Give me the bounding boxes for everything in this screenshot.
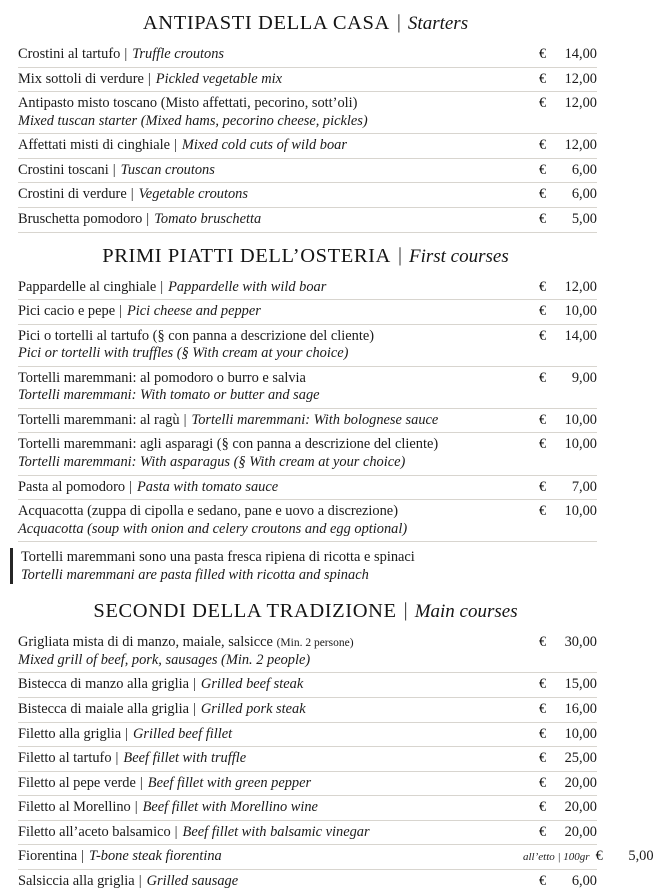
- menu-item-line-en: [18, 521, 513, 539]
- section-title: SECONDI DELLA TRADIZIONE: [93, 600, 397, 623]
- menu-item-price: [523, 503, 597, 520]
- menu-item-name-en: Grilled sausage: [146, 872, 239, 889]
- menu-item: [18, 208, 597, 233]
- menu-item-line: [18, 186, 513, 204]
- menu-item: [18, 409, 597, 434]
- currency-symbol: €: [539, 725, 547, 742]
- menu-item-price: [523, 726, 597, 743]
- currency-symbol: €: [539, 436, 547, 453]
- menu-item-price: [523, 71, 597, 88]
- menu-item-divider: |: [139, 774, 143, 791]
- menu-item-divider: |: [115, 750, 119, 767]
- menu-item-divider: |: [174, 137, 177, 154]
- menu-item-name-en: Beef fillet with Morellino wine: [142, 799, 318, 816]
- menu-item-price: [523, 95, 597, 112]
- section-header: [0, 588, 611, 631]
- menu-item-note-it: (Min. 2 persone): [276, 637, 354, 650]
- currency-symbol: €: [539, 823, 547, 840]
- menu-item-texts: [18, 370, 523, 405]
- menu-item-name-en: Tuscan croutons: [120, 161, 215, 178]
- menu-item-line: [18, 137, 513, 155]
- section-note: [10, 548, 601, 584]
- menu-item-name-it: Filetto al Morellino: [18, 799, 131, 816]
- section-title-separator: |: [403, 599, 408, 622]
- menu-item-price: [523, 848, 654, 865]
- menu-item-texts: [18, 162, 523, 180]
- menu-item-divider: |: [81, 848, 85, 865]
- price-unit-note: all’etto | 100gr: [523, 851, 590, 864]
- menu-item: [18, 747, 597, 772]
- price-amount: 5,00: [628, 848, 654, 865]
- menu-item: [18, 845, 654, 870]
- price-amount: 6,00: [571, 161, 597, 178]
- menu-item-texts: [18, 211, 523, 229]
- menu-item-line: [18, 303, 513, 321]
- menu-items-list: [0, 631, 654, 893]
- menu-item-price: [523, 799, 597, 816]
- menu-item-name-it: Bistecca di maiale alla griglia: [18, 700, 190, 717]
- menu-item-texts: [18, 726, 523, 744]
- price-amount: 10,00: [564, 725, 597, 742]
- menu-item-divider: |: [160, 278, 164, 295]
- menu-item-price: [523, 634, 597, 651]
- currency-symbol: €: [539, 210, 547, 227]
- menu-item-line: [18, 848, 513, 866]
- menu-item-name-en: Truffle croutons: [132, 46, 225, 62]
- menu-item-name-en: Pici cheese and pepper: [126, 303, 261, 320]
- menu-item-line: [18, 750, 513, 768]
- menu-item-price: [523, 211, 597, 228]
- section-note-it: Tortelli maremmani sono una pasta fresca ripiena di ricotta e spinaci: [21, 549, 415, 566]
- menu-item-divider: |: [119, 303, 122, 320]
- price-amount: 7,00: [571, 478, 597, 495]
- menu-item-name-it: Filetto al pepe verde: [18, 774, 136, 791]
- menu-item-divider: |: [138, 872, 142, 889]
- menu-item-price: [523, 46, 597, 63]
- currency-symbol: €: [539, 503, 547, 520]
- menu-item-name-en: Mixed grill of beef, pork, sausages (Min. 2 people): [18, 651, 311, 668]
- menu-item: [18, 673, 597, 698]
- menu-item-line-it: [18, 370, 513, 388]
- currency-symbol: €: [539, 799, 547, 816]
- menu-item-name-it: Crostini di verdure: [18, 186, 127, 203]
- price-amount: 20,00: [564, 774, 597, 791]
- section-title-separator: |: [396, 11, 401, 33]
- menu-item: [18, 276, 597, 301]
- menu-item-line-en: [18, 387, 513, 405]
- menu-item-name-it: Grigliata mista di di manzo, maiale, salsicce: [18, 634, 273, 651]
- currency-symbol: €: [539, 700, 547, 717]
- section-subtitle: First courses: [408, 245, 509, 267]
- menu-item-line: [18, 701, 513, 719]
- menu-item-price: [523, 824, 597, 841]
- price-amount: 25,00: [564, 750, 597, 767]
- menu-item-line: [18, 676, 513, 694]
- menu-item: [18, 631, 597, 673]
- menu-item-divider: |: [174, 823, 178, 840]
- menu-item-price: [523, 750, 597, 767]
- price-amount: 10,00: [564, 411, 597, 428]
- menu-item-line-en: [18, 454, 513, 472]
- menu-item-name-en: Vegetable croutons: [138, 186, 248, 203]
- section-subtitle: Main courses: [414, 601, 518, 623]
- menu-item-price: [523, 162, 597, 179]
- menu-items-list: [0, 276, 611, 543]
- price-amount: 16,00: [564, 700, 597, 717]
- menu-item-price: [523, 303, 597, 320]
- menu-item-name-en: Beef fillet with truffle: [123, 750, 247, 767]
- menu-item-divider: |: [124, 46, 128, 62]
- menu-item: [18, 433, 597, 475]
- menu-item-name-en: Tortelli maremmani: With asparagus (§ With cream at your choice): [18, 454, 406, 470]
- menu-item-name-en: Pici or tortelli with truffles (§ With cream at your choice): [18, 345, 349, 362]
- menu-item-divider: |: [112, 161, 116, 178]
- menu-item: [18, 476, 597, 501]
- currency-symbol: €: [539, 411, 547, 428]
- menu-item-name-it: Mix sottoli di verdure: [18, 70, 144, 87]
- menu-item-name-it: Pasta al pomodoro: [18, 478, 126, 495]
- menu-item-name-en: Tomato bruschetta: [154, 210, 262, 227]
- menu-item-line: [18, 46, 513, 64]
- currency-symbol: €: [539, 872, 547, 889]
- menu-item-name-en: Pappardelle with wild boar: [168, 278, 327, 295]
- currency-symbol: €: [539, 478, 547, 495]
- menu-item-texts: [18, 750, 523, 768]
- menu-item-name-it: Bruschetta pomodoro: [18, 210, 143, 227]
- menu-item: [18, 159, 597, 184]
- menu-item-name-en: Beef fillet with balsamic vinegar: [182, 823, 370, 840]
- currency-symbol: €: [539, 161, 547, 178]
- menu-item: [18, 698, 597, 723]
- menu-section-first-courses: [0, 233, 611, 585]
- menu-item-divider: |: [147, 70, 151, 87]
- currency-symbol: €: [539, 95, 547, 112]
- menu-item: [18, 68, 597, 93]
- menu-item-texts: [18, 676, 523, 694]
- price-amount: 6,00: [571, 872, 597, 889]
- menu-item-name-en: Grilled beef steak: [200, 676, 304, 693]
- menu-item-texts: [18, 799, 523, 817]
- menu-item-texts: [18, 503, 523, 538]
- currency-symbol: €: [539, 186, 547, 203]
- menu-item-name-en: Grilled beef fillet: [133, 725, 233, 742]
- price-amount: 12,00: [564, 70, 597, 87]
- menu-item-texts: [18, 71, 523, 89]
- price-amount: 6,00: [571, 186, 597, 203]
- menu-item-line: [18, 824, 513, 842]
- currency-symbol: €: [539, 137, 547, 154]
- price-amount: 9,00: [571, 369, 597, 386]
- menu-item-divider: |: [193, 700, 196, 717]
- menu-item: [18, 772, 597, 797]
- currency-symbol: €: [539, 634, 547, 651]
- menu-item-name-it: Pici cacio e pepe: [18, 303, 116, 320]
- menu-item-texts: [18, 436, 523, 471]
- menu-item-texts: [18, 95, 523, 130]
- menu-item: [18, 796, 597, 821]
- menu-item-line-it: [18, 436, 513, 454]
- section-note-en: Tortelli maremmani are pasta filled with ricotta and spinach: [21, 567, 369, 584]
- menu-item-name-it: Filetto all’aceto balsamico: [18, 823, 171, 840]
- section-subtitle: Starters: [407, 13, 469, 34]
- menu-item-name-en: Mixed cold cuts of wild boar: [181, 137, 347, 154]
- menu-item-price: [523, 412, 597, 429]
- price-amount: 10,00: [564, 303, 597, 320]
- menu-item-texts: [18, 186, 523, 204]
- menu-item-texts: [18, 634, 523, 669]
- menu-item-line-it: [18, 95, 513, 113]
- menu-item-name-it: Affettati misti di cinghiale: [18, 137, 171, 154]
- menu-item-price: [523, 676, 597, 693]
- menu-item: [18, 134, 597, 159]
- menu-item-divider: |: [129, 478, 133, 495]
- currency-symbol: €: [539, 774, 547, 791]
- menu-item: [18, 870, 597, 894]
- menu-item-name-it: Salsiccia alla griglia: [18, 872, 135, 889]
- menu-item-name-it: Filetto al tartufo: [18, 750, 112, 767]
- menu-item-line: [18, 775, 513, 793]
- menu-item: [18, 183, 597, 208]
- menu-item: [18, 367, 597, 409]
- menu-item-name-it: Acquacotta (zuppa di cipolla e sedano, pane e uovo a discrezione): [18, 503, 398, 520]
- menu-item-name-en: Tortelli maremmani: With bolognese sauce: [191, 411, 439, 428]
- price-amount: 15,00: [564, 676, 597, 693]
- menu-item-line-it: [18, 503, 513, 521]
- menu-item: [18, 821, 597, 846]
- menu-item-texts: [18, 701, 523, 719]
- menu-item-name-en: Tortelli maremmani: With tomato or butter and sage: [18, 387, 320, 404]
- menu-item: [18, 43, 597, 68]
- price-amount: 12,00: [564, 137, 597, 154]
- price-amount: 14,00: [564, 46, 597, 62]
- menu-item-texts: [18, 824, 523, 842]
- menu-item-line: [18, 799, 513, 817]
- menu-item-price: [523, 137, 597, 154]
- menu-item-divider: |: [125, 725, 129, 742]
- menu-item-texts: [18, 328, 523, 363]
- menu-item-line: [18, 211, 513, 229]
- currency-symbol: €: [539, 70, 547, 87]
- menu-item-line-en: [18, 345, 513, 363]
- price-amount: 30,00: [564, 634, 597, 651]
- menu-item-divider: |: [193, 676, 196, 693]
- currency-symbol: €: [539, 369, 547, 386]
- menu-item-price: [523, 370, 597, 387]
- menu-item-line-it: [18, 328, 513, 346]
- menu-item-name-it: Pappardelle al cinghiale: [18, 278, 157, 295]
- menu-item-name-it: Pici o tortelli al tartufo (§ con panna a descrizione del cliente): [18, 327, 375, 344]
- menu-item-price: [523, 775, 597, 792]
- currency-symbol: €: [539, 327, 547, 344]
- menu-item-line-it: [18, 634, 513, 652]
- menu-item-name-en: T-bone steak fiorentina: [89, 848, 222, 865]
- price-amount: 10,00: [564, 503, 597, 520]
- menu-item-texts: [18, 479, 523, 497]
- menu-item-texts: [18, 137, 523, 155]
- menu-item-line: [18, 71, 513, 89]
- menu-item: [18, 325, 597, 367]
- menu-item-texts: [18, 775, 523, 793]
- menu-item-name-it: Tortelli maremmani: al ragù: [18, 411, 180, 428]
- menu-item-name-it: Fiorentina: [18, 848, 78, 865]
- menu-item-divider: |: [130, 186, 134, 203]
- menu-item-price: [523, 279, 597, 296]
- price-amount: 12,00: [564, 95, 597, 112]
- price-amount: 12,00: [564, 278, 597, 295]
- menu-item-line: [18, 726, 513, 744]
- menu-item-name-it: Antipasto misto toscano (Misto affettati, pecorino, sott’oli): [18, 95, 358, 112]
- currency-symbol: €: [539, 676, 547, 693]
- section-title-separator: |: [397, 243, 402, 266]
- currency-symbol: €: [539, 303, 547, 320]
- menu-item-texts: [18, 46, 523, 64]
- currency-symbol: €: [595, 848, 603, 865]
- menu-item-name-en: Acquacotta (soup with onion and celery croutons and egg optional): [18, 520, 408, 537]
- menu-item-name-it: Bistecca di manzo alla griglia: [18, 676, 190, 693]
- menu-item-line: [18, 479, 513, 497]
- menu-item-name-it: Crostini toscani: [18, 161, 109, 178]
- menu-item-texts: [18, 412, 523, 430]
- menu-item-name-it: Tortelli maremmani: agli asparagi (§ con panna a descrizione del cliente): [18, 436, 439, 453]
- menu-item-price: [523, 328, 597, 345]
- menu-section-main-courses: [0, 588, 654, 893]
- menu-item-price: [523, 701, 597, 718]
- menu-item-divider: |: [183, 411, 187, 428]
- menu-item-line: [18, 873, 513, 891]
- price-amount: 20,00: [564, 823, 597, 840]
- price-amount: 20,00: [564, 799, 597, 816]
- menu-item-price: [523, 186, 597, 203]
- menu-item: [18, 723, 597, 748]
- currency-symbol: €: [539, 278, 547, 295]
- section-header: [0, 0, 611, 43]
- menu-item-divider: |: [134, 799, 138, 816]
- menu-item-name-it: Filetto alla griglia: [18, 725, 122, 742]
- menu-item-texts: [18, 303, 523, 321]
- menu-item-line: [18, 162, 513, 180]
- menu-item-line: [18, 279, 513, 297]
- section-title: PRIMI PIATTI DELL’OSTERIA: [102, 244, 391, 267]
- price-amount: 10,00: [564, 436, 597, 453]
- price-amount: 14,00: [564, 327, 597, 344]
- menu-item-price: [523, 479, 597, 496]
- menu-item-texts: [18, 848, 523, 866]
- menu-item-texts: [18, 873, 523, 891]
- menu-item-divider: |: [146, 210, 150, 227]
- menu-item: [18, 500, 597, 542]
- menu-items-list: [0, 43, 611, 233]
- currency-symbol: €: [539, 750, 547, 767]
- menu-item-line-en: [18, 652, 513, 670]
- menu-item-texts: [18, 279, 523, 297]
- currency-symbol: €: [539, 46, 547, 62]
- menu-item-name-it: Tortelli maremmani: al pomodoro o burro e salvia: [18, 369, 306, 386]
- menu-item-line: [18, 412, 513, 430]
- menu-item-name-en: Beef fillet with green pepper: [147, 774, 312, 791]
- menu-section-starters: [0, 0, 611, 233]
- menu-item-name-it: Crostini al tartufo: [18, 46, 121, 62]
- menu-item-name-en: Grilled pork steak: [200, 700, 306, 717]
- menu-item: [18, 300, 597, 325]
- menu-item-price: [523, 436, 597, 453]
- menu-item-price: [523, 873, 597, 890]
- menu-item-name-en: Pickled vegetable mix: [155, 70, 283, 87]
- section-title: ANTIPASTI DELLA CASA: [142, 12, 390, 34]
- section-header: [0, 233, 611, 276]
- price-amount: 5,00: [571, 210, 597, 227]
- menu-item-name-en: Mixed tuscan starter (Mixed hams, pecorino cheese, pickles): [18, 112, 368, 129]
- menu-item-line-en: [18, 113, 513, 131]
- menu-item-name-en: Pasta with tomato sauce: [137, 478, 279, 495]
- menu-item: [18, 92, 597, 134]
